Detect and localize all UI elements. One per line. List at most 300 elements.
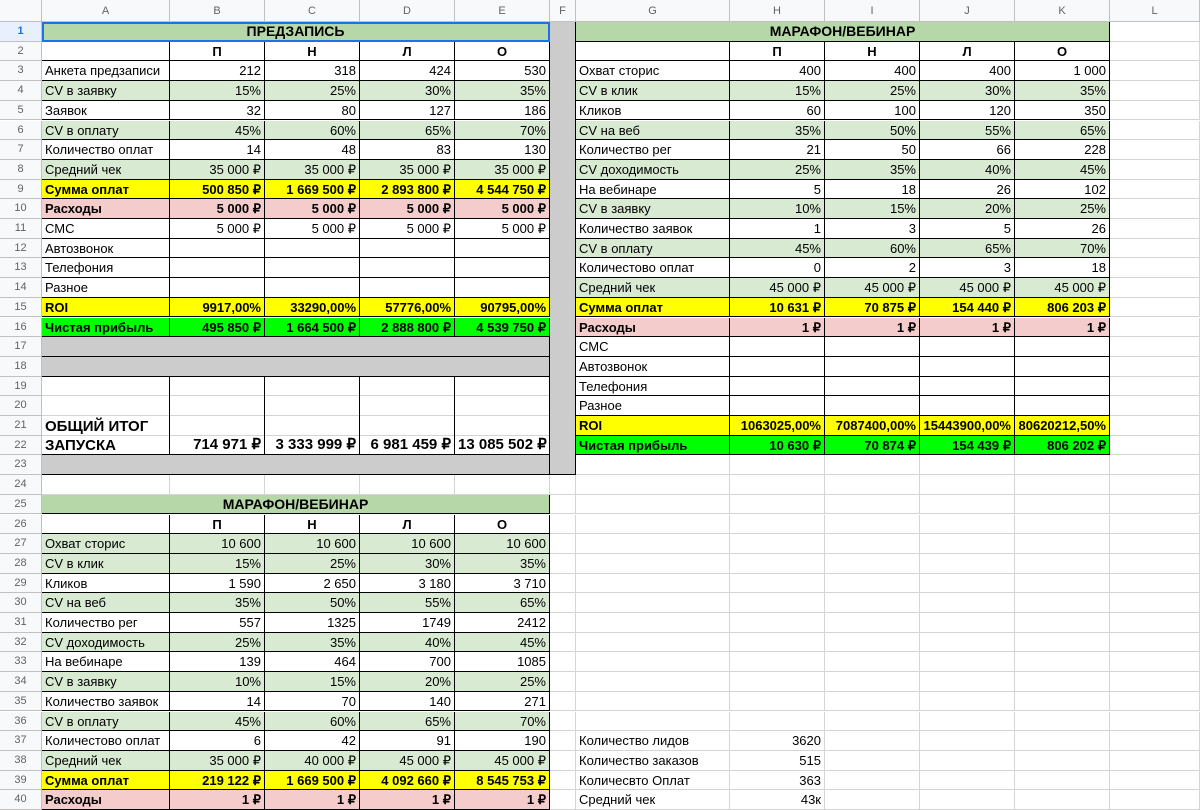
marathon-bottom-value[interactable]: 65%: [360, 712, 455, 732]
grid-cell[interactable]: [576, 672, 730, 692]
marathon-bottom-row-label[interactable]: Средний чек: [42, 751, 170, 771]
marathon-right-value[interactable]: [920, 357, 1015, 377]
grid-cell[interactable]: [576, 574, 730, 594]
grid-cell[interactable]: [730, 495, 825, 515]
marathon-right-value[interactable]: 1063025,00%: [730, 416, 825, 436]
grid-cell[interactable]: [1110, 574, 1200, 594]
summary-value[interactable]: 3620: [730, 731, 825, 751]
grid-cell[interactable]: [550, 495, 576, 515]
grid-cell[interactable]: [550, 574, 576, 594]
predzapis-value[interactable]: 5 000 ₽: [360, 199, 455, 219]
marathon-right-value[interactable]: 35%: [1015, 81, 1110, 101]
row-header[interactable]: 23: [0, 455, 42, 475]
marathon-bottom-value[interactable]: 25%: [455, 672, 550, 692]
grid-cell[interactable]: [1015, 554, 1110, 574]
row-header[interactable]: 14: [0, 278, 42, 298]
marathon-right-col-header[interactable]: Л: [920, 42, 1015, 62]
predzapis-value[interactable]: 500 850 ₽: [170, 180, 265, 200]
marathon-bottom-row-label[interactable]: На вебинаре: [42, 652, 170, 672]
grid-cell[interactable]: [576, 593, 730, 613]
marathon-right-value[interactable]: 20%: [920, 199, 1015, 219]
marathon-bottom-value[interactable]: 45 000 ₽: [360, 751, 455, 771]
marathon-bottom-row-label[interactable]: Кликов: [42, 574, 170, 594]
grid-cell[interactable]: [730, 613, 825, 633]
predzapis-value[interactable]: 60%: [265, 121, 360, 141]
grid-cell[interactable]: [730, 593, 825, 613]
row-header[interactable]: 33: [0, 652, 42, 672]
summary-label[interactable]: Средний чек: [576, 790, 730, 810]
row-header[interactable]: 37: [0, 731, 42, 751]
grid-cell[interactable]: [576, 613, 730, 633]
column-header[interactable]: F: [550, 0, 576, 22]
predzapis-row-label[interactable]: Разное: [42, 278, 170, 298]
marathon-bottom-value[interactable]: 60%: [265, 712, 360, 732]
marathon-right-value[interactable]: 100: [825, 101, 920, 121]
predzapis-value[interactable]: 5 000 ₽: [455, 219, 550, 239]
grid-cell[interactable]: [730, 534, 825, 554]
marathon-right-row-label[interactable]: Расходы: [576, 318, 730, 338]
marathon-right-value[interactable]: 806 202 ₽: [1015, 436, 1110, 456]
marathon-bottom-value[interactable]: 35%: [170, 593, 265, 613]
predzapis-value[interactable]: 318: [265, 61, 360, 81]
predzapis-value[interactable]: [170, 258, 265, 278]
marathon-right-row-label[interactable]: CV в заявку: [576, 199, 730, 219]
predzapis-value[interactable]: [265, 278, 360, 298]
marathon-right-value[interactable]: 1 000: [1015, 61, 1110, 81]
grid-cell[interactable]: [920, 495, 1015, 515]
predzapis-value[interactable]: 5 000 ₽: [170, 199, 265, 219]
grid-cell[interactable]: [360, 475, 455, 495]
marathon-right-value[interactable]: 10%: [730, 199, 825, 219]
predzapis-value[interactable]: 65%: [360, 121, 455, 141]
predzapis-value[interactable]: 1 669 500 ₽: [265, 180, 360, 200]
marathon-bottom-value[interactable]: 190: [455, 731, 550, 751]
grid-cell[interactable]: [1110, 258, 1200, 278]
marathon-bottom-value[interactable]: 65%: [455, 593, 550, 613]
predzapis-value[interactable]: [455, 239, 550, 259]
grid-cell[interactable]: [1015, 672, 1110, 692]
grid-cell[interactable]: [825, 475, 920, 495]
marathon-bottom-value[interactable]: 70%: [455, 712, 550, 732]
predzapis-value[interactable]: 33290,00%: [265, 298, 360, 318]
predzapis-value[interactable]: 15%: [170, 81, 265, 101]
marathon-bottom-value[interactable]: 1 ₽: [455, 790, 550, 810]
marathon-right-value[interactable]: 0: [730, 258, 825, 278]
row-header[interactable]: 26: [0, 515, 42, 535]
marathon-right-value[interactable]: 10 631 ₽: [730, 298, 825, 318]
marathon-right-value[interactable]: 228: [1015, 140, 1110, 160]
grid-cell[interactable]: [920, 534, 1015, 554]
marathon-right-value[interactable]: 15443900,00%: [920, 416, 1015, 436]
marathon-bottom-col-header[interactable]: П: [170, 515, 265, 535]
grid-cell[interactable]: [42, 475, 170, 495]
marathon-bottom-row-label[interactable]: Охват сторис: [42, 534, 170, 554]
row-header[interactable]: 35: [0, 692, 42, 712]
grid-cell[interactable]: [576, 455, 730, 475]
predzapis-value[interactable]: 35 000 ₽: [455, 160, 550, 180]
marathon-bottom-row-label[interactable]: Сумма оплат: [42, 771, 170, 791]
row-header[interactable]: 5: [0, 101, 42, 121]
row-header[interactable]: 31: [0, 613, 42, 633]
separator-column[interactable]: [550, 22, 576, 475]
marathon-right-value[interactable]: 65%: [920, 239, 1015, 259]
grid-cell[interactable]: [920, 771, 1015, 791]
predzapis-row-label[interactable]: Сумма оплат: [42, 180, 170, 200]
predzapis-value[interactable]: 35 000 ₽: [360, 160, 455, 180]
marathon-bottom-value[interactable]: 1749: [360, 613, 455, 633]
predzapis-value[interactable]: [360, 239, 455, 259]
marathon-right-value[interactable]: 40%: [920, 160, 1015, 180]
grid-cell[interactable]: [1015, 593, 1110, 613]
predzapis-row-label[interactable]: Расходы: [42, 199, 170, 219]
grid-cell[interactable]: [576, 495, 730, 515]
marathon-right-row-label[interactable]: Охват сторис: [576, 61, 730, 81]
predzapis-value[interactable]: 2 888 800 ₽: [360, 318, 455, 338]
grid-cell[interactable]: [825, 672, 920, 692]
grid-cell[interactable]: [1110, 278, 1200, 298]
marathon-bottom-row-label[interactable]: CV на веб: [42, 593, 170, 613]
grid-cell[interactable]: [550, 593, 576, 613]
marathon-right-value[interactable]: 45%: [730, 239, 825, 259]
marathon-right-value[interactable]: 400: [730, 61, 825, 81]
row-header[interactable]: 32: [0, 633, 42, 653]
predzapis-row-label[interactable]: Телефония: [42, 258, 170, 278]
marathon-bottom-value[interactable]: 1085: [455, 652, 550, 672]
predzapis-value[interactable]: 130: [455, 140, 550, 160]
predzapis-value[interactable]: 25%: [265, 81, 360, 101]
grid-cell[interactable]: [1110, 475, 1200, 495]
marathon-right-row-label[interactable]: CV на веб: [576, 121, 730, 141]
marathon-right-value[interactable]: 18: [825, 180, 920, 200]
grid-cell[interactable]: [550, 751, 576, 771]
total-label[interactable]: [42, 377, 170, 456]
column-header[interactable]: I: [825, 0, 920, 22]
predzapis-value[interactable]: 80: [265, 101, 360, 121]
marathon-bottom-row-label[interactable]: CV в клик: [42, 554, 170, 574]
grid-cell[interactable]: [730, 633, 825, 653]
marathon-bottom-value[interactable]: 8 545 753 ₽: [455, 771, 550, 791]
predzapis-value[interactable]: [455, 258, 550, 278]
marathon-bottom-value[interactable]: 15%: [170, 554, 265, 574]
grid-cell[interactable]: [1015, 633, 1110, 653]
marathon-right-value[interactable]: 60: [730, 101, 825, 121]
grid-cell[interactable]: [1110, 61, 1200, 81]
marathon-bottom-value[interactable]: 14: [170, 692, 265, 712]
grid-cell[interactable]: [1110, 731, 1200, 751]
marathon-bottom-value[interactable]: 1 ₽: [170, 790, 265, 810]
grid-cell[interactable]: [1015, 751, 1110, 771]
predzapis-value[interactable]: 186: [455, 101, 550, 121]
marathon-right-value[interactable]: 21: [730, 140, 825, 160]
marathon-bottom-value[interactable]: 45%: [455, 633, 550, 653]
predzapis-value[interactable]: 48: [265, 140, 360, 160]
marathon-bottom-row-label[interactable]: CV доходимость: [42, 633, 170, 653]
grid-cell[interactable]: [1110, 416, 1200, 436]
predzapis-value[interactable]: 35 000 ₽: [265, 160, 360, 180]
predzapis-value[interactable]: [455, 278, 550, 298]
predzapis-value[interactable]: [360, 258, 455, 278]
column-header[interactable]: B: [170, 0, 265, 22]
row-header[interactable]: 19: [0, 377, 42, 397]
row-header[interactable]: 2: [0, 42, 42, 62]
row-header[interactable]: 21: [0, 416, 42, 436]
grid-cell[interactable]: [1110, 712, 1200, 732]
marathon-bottom-value[interactable]: 464: [265, 652, 360, 672]
marathon-right-value[interactable]: 7087400,00%: [825, 416, 920, 436]
marathon-bottom-value[interactable]: 1 669 500 ₽: [265, 771, 360, 791]
marathon-bottom-value[interactable]: 3 710: [455, 574, 550, 594]
column-header[interactable]: G: [576, 0, 730, 22]
grid-cell[interactable]: [825, 495, 920, 515]
predzapis-value[interactable]: 90795,00%: [455, 298, 550, 318]
row-header[interactable]: 6: [0, 121, 42, 141]
marathon-bottom-value[interactable]: 3 180: [360, 574, 455, 594]
grid-cell[interactable]: [1110, 771, 1200, 791]
marathon-right-value[interactable]: [825, 377, 920, 397]
marathon-right-value[interactable]: [1015, 377, 1110, 397]
marathon-bottom-value[interactable]: 6: [170, 731, 265, 751]
marathon-bottom-value[interactable]: 139: [170, 652, 265, 672]
predzapis-value[interactable]: 30%: [360, 81, 455, 101]
row-header[interactable]: 34: [0, 672, 42, 692]
predzapis-row-label[interactable]: Средний чек: [42, 160, 170, 180]
marathon-right-value[interactable]: 45%: [1015, 160, 1110, 180]
marathon-bottom-value[interactable]: 10 600: [360, 534, 455, 554]
predzapis-col-header[interactable]: О: [455, 42, 550, 62]
predzapis-value[interactable]: [360, 278, 455, 298]
predzapis-value[interactable]: 2 893 800 ₽: [360, 180, 455, 200]
predzapis-header-blank[interactable]: [42, 42, 170, 62]
marathon-bottom-value[interactable]: 35 000 ₽: [170, 751, 265, 771]
grid-cell[interactable]: [825, 692, 920, 712]
grid-cell[interactable]: [1110, 180, 1200, 200]
marathon-right-value[interactable]: 26: [1015, 219, 1110, 239]
predzapis-col-header[interactable]: Н: [265, 42, 360, 62]
column-header[interactable]: C: [265, 0, 360, 22]
marathon-right-value[interactable]: [1015, 357, 1110, 377]
marathon-right-value[interactable]: 10 630 ₽: [730, 436, 825, 456]
grid-cell[interactable]: [576, 475, 730, 495]
row-header[interactable]: 17: [0, 337, 42, 357]
marathon-right-row-label[interactable]: Сумма оплат: [576, 298, 730, 318]
predzapis-value[interactable]: 4 539 750 ₽: [455, 318, 550, 338]
marathon-right-row-label[interactable]: Количество рег: [576, 140, 730, 160]
marathon-right-value[interactable]: [730, 337, 825, 357]
marathon-right-value[interactable]: 25%: [825, 81, 920, 101]
marathon-bottom-value[interactable]: 700: [360, 652, 455, 672]
select-all-corner[interactable]: [0, 0, 42, 22]
grid-cell[interactable]: [1015, 771, 1110, 791]
marathon-right-row-label[interactable]: На вебинаре: [576, 180, 730, 200]
column-header[interactable]: J: [920, 0, 1015, 22]
grid-cell[interactable]: [576, 515, 730, 535]
grid-cell[interactable]: [730, 475, 825, 495]
marathon-bottom-col-header[interactable]: О: [455, 515, 550, 535]
grid-cell[interactable]: [550, 613, 576, 633]
grid-cell[interactable]: [1110, 239, 1200, 259]
marathon-right-value[interactable]: 15%: [730, 81, 825, 101]
grid-cell[interactable]: [1110, 554, 1200, 574]
grid-cell[interactable]: [920, 613, 1015, 633]
marathon-right-value[interactable]: 806 203 ₽: [1015, 298, 1110, 318]
marathon-right-value[interactable]: 50: [825, 140, 920, 160]
grid-cell[interactable]: [550, 475, 576, 495]
marathon-right-value[interactable]: 80620212,50%: [1015, 416, 1110, 436]
marathon-right-row-label[interactable]: Чистая прибыль: [576, 436, 730, 456]
grid-cell[interactable]: [825, 712, 920, 732]
marathon-right-value[interactable]: [825, 396, 920, 416]
summary-label[interactable]: Количество заказов: [576, 751, 730, 771]
marathon-bottom-title[interactable]: МАРАФОН/ВЕБИНАР: [42, 495, 550, 515]
marathon-right-value[interactable]: 70%: [1015, 239, 1110, 259]
grid-cell[interactable]: [1015, 790, 1110, 810]
column-header[interactable]: D: [360, 0, 455, 22]
predzapis-col-header[interactable]: Л: [360, 42, 455, 62]
marathon-right-value[interactable]: 70 875 ₽: [825, 298, 920, 318]
grid-cell[interactable]: [576, 633, 730, 653]
row-header[interactable]: 18: [0, 357, 42, 377]
grid-cell[interactable]: [1110, 455, 1200, 475]
marathon-right-row-label[interactable]: СМС: [576, 337, 730, 357]
predzapis-row-label[interactable]: CV в заявку: [42, 81, 170, 101]
column-header[interactable]: E: [455, 0, 550, 22]
marathon-bottom-value[interactable]: 35%: [265, 633, 360, 653]
marathon-right-value[interactable]: 154 440 ₽: [920, 298, 1015, 318]
marathon-bottom-value[interactable]: 219 122 ₽: [170, 771, 265, 791]
grid-cell[interactable]: [550, 554, 576, 574]
predzapis-value[interactable]: 495 850 ₽: [170, 318, 265, 338]
grid-cell[interactable]: [730, 515, 825, 535]
grid-cell[interactable]: [1110, 160, 1200, 180]
marathon-bottom-value[interactable]: 10 600: [265, 534, 360, 554]
marathon-bottom-value[interactable]: 40 000 ₽: [265, 751, 360, 771]
row-header[interactable]: 10: [0, 199, 42, 219]
grid-cell[interactable]: [920, 574, 1015, 594]
marathon-right-value[interactable]: 1 ₽: [1015, 318, 1110, 338]
marathon-bottom-col-header[interactable]: Н: [265, 515, 360, 535]
total-value[interactable]: 13 085 502 ₽: [455, 377, 550, 456]
marathon-right-value[interactable]: 400: [825, 61, 920, 81]
marathon-bottom-value[interactable]: 10 600: [170, 534, 265, 554]
grid-cell[interactable]: [920, 672, 1015, 692]
grid-cell[interactable]: [920, 652, 1015, 672]
marathon-bottom-value[interactable]: 40%: [360, 633, 455, 653]
grid-cell[interactable]: [1015, 574, 1110, 594]
predzapis-value[interactable]: 127: [360, 101, 455, 121]
marathon-bottom-value[interactable]: 1325: [265, 613, 360, 633]
total-value[interactable]: 6 981 459 ₽: [360, 377, 455, 456]
row-header[interactable]: 30: [0, 593, 42, 613]
marathon-bottom-row-label[interactable]: CV в оплату: [42, 712, 170, 732]
grid-cell[interactable]: [825, 554, 920, 574]
marathon-right-value[interactable]: 45 000 ₽: [730, 278, 825, 298]
marathon-right-title[interactable]: МАРАФОН/ВЕБИНАР: [576, 22, 1110, 42]
marathon-bottom-value[interactable]: 70: [265, 692, 360, 712]
grid-cell[interactable]: [1110, 652, 1200, 672]
row-header[interactable]: 25: [0, 495, 42, 515]
marathon-right-value[interactable]: 35%: [730, 121, 825, 141]
marathon-right-value[interactable]: [920, 396, 1015, 416]
grid-cell[interactable]: [825, 790, 920, 810]
marathon-right-value[interactable]: 15%: [825, 199, 920, 219]
grid-cell[interactable]: [1015, 712, 1110, 732]
grid-cell[interactable]: [1015, 534, 1110, 554]
grid-cell[interactable]: [550, 790, 576, 810]
grid-cell[interactable]: [1110, 692, 1200, 712]
predzapis-value[interactable]: 1 664 500 ₽: [265, 318, 360, 338]
marathon-right-value[interactable]: [920, 337, 1015, 357]
marathon-right-value[interactable]: 30%: [920, 81, 1015, 101]
marathon-right-value[interactable]: 66: [920, 140, 1015, 160]
predzapis-value[interactable]: 530: [455, 61, 550, 81]
marathon-right-value[interactable]: [825, 357, 920, 377]
grid-cell[interactable]: [730, 455, 825, 475]
predzapis-row-label[interactable]: Автозвонок: [42, 239, 170, 259]
marathon-bottom-value[interactable]: 42: [265, 731, 360, 751]
grid-cell[interactable]: [1110, 219, 1200, 239]
predzapis-value[interactable]: 5 000 ₽: [170, 219, 265, 239]
marathon-right-value[interactable]: 1 ₽: [825, 318, 920, 338]
row-header[interactable]: 40: [0, 790, 42, 810]
marathon-right-value[interactable]: 25%: [1015, 199, 1110, 219]
grid-cell[interactable]: [920, 790, 1015, 810]
grid-cell[interactable]: [1110, 613, 1200, 633]
grid-cell[interactable]: [920, 633, 1015, 653]
predzapis-value[interactable]: 32: [170, 101, 265, 121]
marathon-bottom-value[interactable]: 2412: [455, 613, 550, 633]
marathon-bottom-value[interactable]: 10 600: [455, 534, 550, 554]
grid-cell[interactable]: [1015, 455, 1110, 475]
marathon-bottom-value[interactable]: 271: [455, 692, 550, 712]
row-header[interactable]: 39: [0, 771, 42, 791]
predzapis-value[interactable]: [265, 239, 360, 259]
marathon-bottom-value[interactable]: 15%: [265, 672, 360, 692]
grid-cell[interactable]: [550, 692, 576, 712]
marathon-right-value[interactable]: 350: [1015, 101, 1110, 121]
grid-cell[interactable]: [1110, 337, 1200, 357]
row-header[interactable]: 1: [0, 22, 42, 42]
grid-cell[interactable]: [550, 771, 576, 791]
row-header[interactable]: 7: [0, 140, 42, 160]
column-header[interactable]: A: [42, 0, 170, 22]
grid-cell[interactable]: [576, 712, 730, 732]
marathon-right-value[interactable]: 70 874 ₽: [825, 436, 920, 456]
predzapis-value[interactable]: [170, 239, 265, 259]
marathon-right-value[interactable]: 65%: [1015, 121, 1110, 141]
grid-cell[interactable]: [550, 731, 576, 751]
predzapis-value[interactable]: 5 000 ₽: [455, 199, 550, 219]
grid-cell[interactable]: [825, 731, 920, 751]
marathon-right-value[interactable]: 3: [825, 219, 920, 239]
grid-cell[interactable]: [1015, 652, 1110, 672]
predzapis-value[interactable]: 9917,00%: [170, 298, 265, 318]
grid-cell[interactable]: [730, 712, 825, 732]
row-header[interactable]: 27: [0, 534, 42, 554]
predzapis-row-label[interactable]: СМС: [42, 219, 170, 239]
predzapis-title[interactable]: ПРЕДЗАПИСЬ: [42, 22, 550, 42]
marathon-right-value[interactable]: 45 000 ₽: [920, 278, 1015, 298]
grid-cell[interactable]: [825, 771, 920, 791]
marathon-right-value[interactable]: 25%: [730, 160, 825, 180]
marathon-bottom-row-label[interactable]: Количество заявок: [42, 692, 170, 712]
marathon-right-row-label[interactable]: CV доходимость: [576, 160, 730, 180]
predzapis-value[interactable]: 35%: [455, 81, 550, 101]
predzapis-value[interactable]: [170, 278, 265, 298]
marathon-bottom-value[interactable]: 140: [360, 692, 455, 712]
marathon-right-value[interactable]: [730, 357, 825, 377]
marathon-right-value[interactable]: 154 439 ₽: [920, 436, 1015, 456]
grid-cell[interactable]: [730, 652, 825, 672]
